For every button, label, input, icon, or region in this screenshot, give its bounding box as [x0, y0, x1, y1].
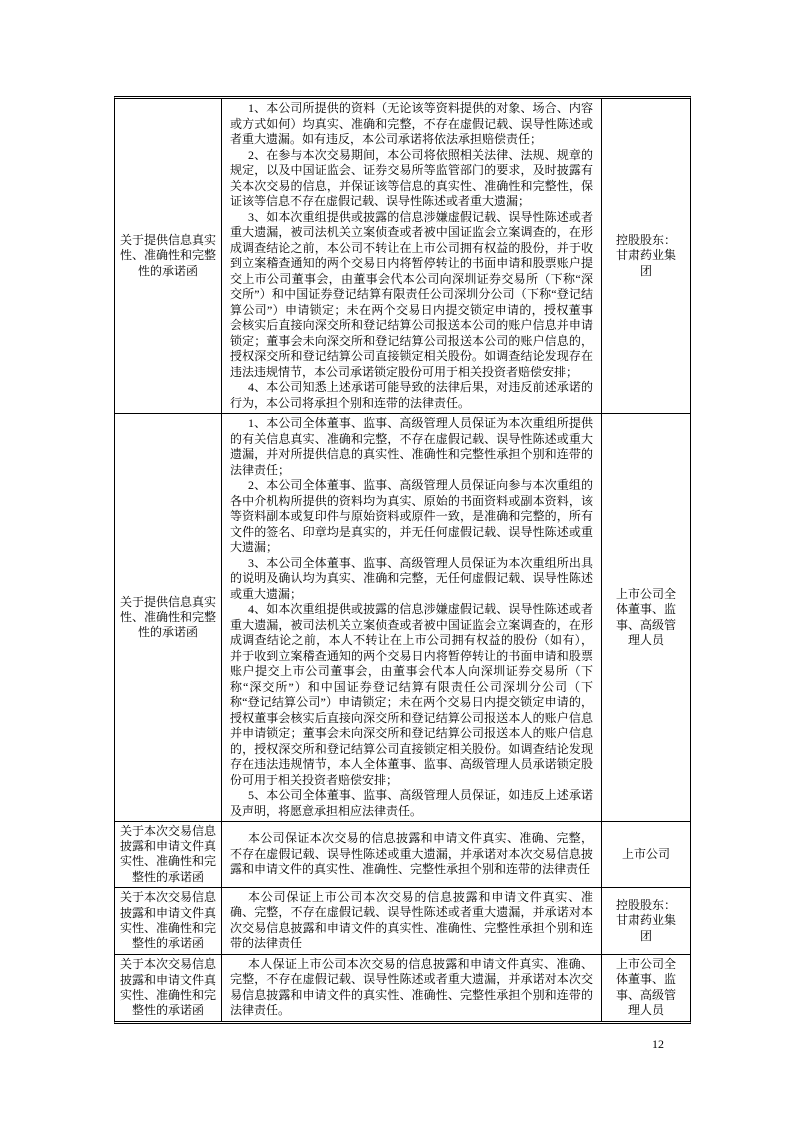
- commitment-paragraph: 3、如本次重组提供或披露的信息涉嫌虚假记载、误导性陈述或者重大遗漏，被司法机关立案侦查或者被中国证监会立案调查的，在形成调查结论之前，本公司不转让在上市公司拥有权益的股份，并于收到立案稽查通知的两个交易日内将暂停转让的书面申请和股票账户提交上市公司董事会，由董事会代本公司向深圳证券交易所（下称“深交所”）和中国证券登记结算有限责任公司深圳分公司（下称“登记结算公司”）申请锁定；未在两个交易日内提交锁定申请的，授权董事会核实后直接向深交所和登记结算公司报送本公司的账户信息并申请锁定；董事会未向深交所和登记结算公司报送本公司的账户信息的，授权深交所和登记结算公司直接锁定相关股份。如调查结论发现存在违法违规情节，本公司承诺锁定股份可用于相关投资者赔偿安排；: [230, 209, 593, 379]
- commitment-party-cell: [602, 822, 690, 887]
- table-row: [115, 888, 690, 955]
- commitment-paragraph: 本人保证上市公司本次交易的信息披露和申请文件真实、准确、完整，不存在虚假记载、误导性陈述或者重大遗漏，并承诺对本次交易信息披露和申请文件的真实性、准确性、完整性承担个别和连带的法律责任。: [230, 956, 593, 1018]
- commitment-type-label: 关于本次交易信息披露和申请文件真实性、准确性和完整性的承诺函: [120, 890, 217, 951]
- commitment-party-label: 控股股东：甘肃药业集团: [615, 232, 676, 278]
- commitment-type-cell: [115, 955, 222, 1021]
- commitment-party-cell: [602, 414, 690, 821]
- table-row: [115, 955, 690, 1021]
- commitment-party-label: 控股股东：甘肃药业集团: [615, 897, 676, 943]
- commitment-party-label: 上市公司全体董事、监事、高级管理人员: [615, 956, 676, 1018]
- commitment-content-cell: [222, 99, 602, 413]
- commitment-type-cell: [115, 414, 222, 821]
- commitment-type-cell: [115, 99, 222, 413]
- commitment-paragraph: 3、本公司全体董事、监事、高级管理人员保证为本次重组所出具的说明及确认均为真实、准确和完整，无任何虚假记载、误导性陈述或重大遗漏；: [230, 555, 593, 601]
- table-row: [115, 99, 690, 414]
- commitment-paragraph: 1、本公司全体董事、监事、高级管理人员保证为本次重组所提供的有关信息真实、准确和完整，不存在虚假记载、误导性陈述或重大遗漏，并对所提供信息的真实性、准确性和完整性承担个别和连带的法律责任；: [230, 416, 593, 477]
- commitment-paragraph: 2、在参与本次交易期间，本公司将依照相关法律、法规、规章的规定，以及中国证监会、证券交易所等监管部门的要求，及时披露有关本次交易的信息，并保证该等信息的真实性、准确性和完整性，保证该等信息不存在虚假记载、误导性陈述或者重大遗漏；: [230, 147, 593, 208]
- commitment-type-label: 关于本次交易信息披露和申请文件真实性、准确性和完整性的承诺函: [120, 824, 217, 884]
- commitment-paragraph: 1、本公司所提供的资料（无论该等资料提供的对象、场合、内容或方式如何）均真实、准确和完整，不存在虚假记载、误导性陈述或者重大遗漏。如有违反，本公司承诺将依法承担赔偿责任；: [230, 101, 593, 146]
- commitment-party-label: 上市公司: [621, 846, 670, 861]
- table-row: [115, 414, 690, 822]
- commitment-paragraph: 本公司保证上市公司本次交易的信息披露和申请文件真实、准确、完整，不存在虚假记载、误导性陈述或者重大遗漏，并承诺对本次交易信息披露和申请文件的真实性、准确性、完整性承担个别和连带的法律责任: [230, 889, 593, 951]
- commitment-party-label: 上市公司全体董事、监事、高级管理人员: [615, 586, 676, 647]
- commitment-type-label: 关于提供信息真实性、准确性和完整性的承诺函: [120, 594, 217, 640]
- commitment-type-cell: [115, 822, 222, 887]
- commitment-paragraph: 本公司保证本次交易的信息披露和申请文件真实、准确、完整，不存在虚假记载、误导性陈述或重大遗漏，并承诺对本次交易信息披露和申请文件的真实性、准确性、完整性承担个别和连带的法律责任: [230, 831, 593, 877]
- commitment-party-cell: [602, 955, 690, 1021]
- commitment-content-cell: [222, 888, 602, 954]
- commitment-content-cell: [222, 822, 602, 887]
- commitment-party-cell: [602, 99, 690, 413]
- commitment-paragraph: 5、本公司全体董事、监事、高级管理人员保证，如违反上述承诺及声明，将愿意承担相应法律责任。: [230, 788, 593, 818]
- commitment-paragraph: 4、本公司知悉上述承诺可能导致的法律后果，对违反前述承诺的行为，本公司将承担个别和连带的法律责任。: [230, 380, 593, 410]
- commitment-paragraph: 2、本公司全体董事、监事、高级管理人员保证向参与本次重组的各中介机构所提供的资料均为真实、原始的书面资料或副本资料，该等资料副本或复印件与原始资料或原件一致，是准确和完整的，所有文件的签名、印章均是真实的，并无任何虚假记载、误导性陈述或重大遗漏；: [230, 478, 593, 554]
- commitment-type-label: 关于本次交易信息披露和申请文件真实性、准确性和完整性的承诺函: [120, 957, 217, 1018]
- commitment-type-cell: [115, 888, 222, 954]
- commitment-paragraph: 4、如本次重组提供或披露的信息涉嫌虚假记载、误导性陈述或者重大遗漏，被司法机关立案侦查或者被中国证监会立案调查的，在形成调查结论之前，本人不转让在上市公司拥有权益的股份（如有），并于收到立案稽查通知的两个交易日内将暂停转让的书面申请和股票账户提交上市公司董事会，由董事会代本人向深圳证券交易所（下称“深交所”）和中国证券登记结算有限责任公司深圳分公司（下称“登记结算公司”）申请锁定；未在两个交易日内提交锁定申请的，授权董事会核实后直接向深交所和登记结算公司报送本人的账户信息并申请锁定；董事会未向深交所和登记结算公司报送本人的账户信息的，授权深交所和登记结算公司直接锁定相关股份。如调查结论发现存在违法违规情节，本人全体董事、监事、高级管理人员承诺锁定股份可用于相关投资者赔偿安排；: [230, 602, 593, 787]
- commitment-content-cell: [222, 414, 602, 821]
- commitment-content-cell: [222, 955, 602, 1021]
- commitment-type-label: 关于提供信息真实性、准确性和完整性的承诺函: [120, 233, 217, 278]
- commitments-table: [114, 96, 691, 1024]
- table-row: [115, 822, 690, 888]
- commitment-party-cell: [602, 888, 690, 954]
- page-number: 12: [652, 1037, 664, 1051]
